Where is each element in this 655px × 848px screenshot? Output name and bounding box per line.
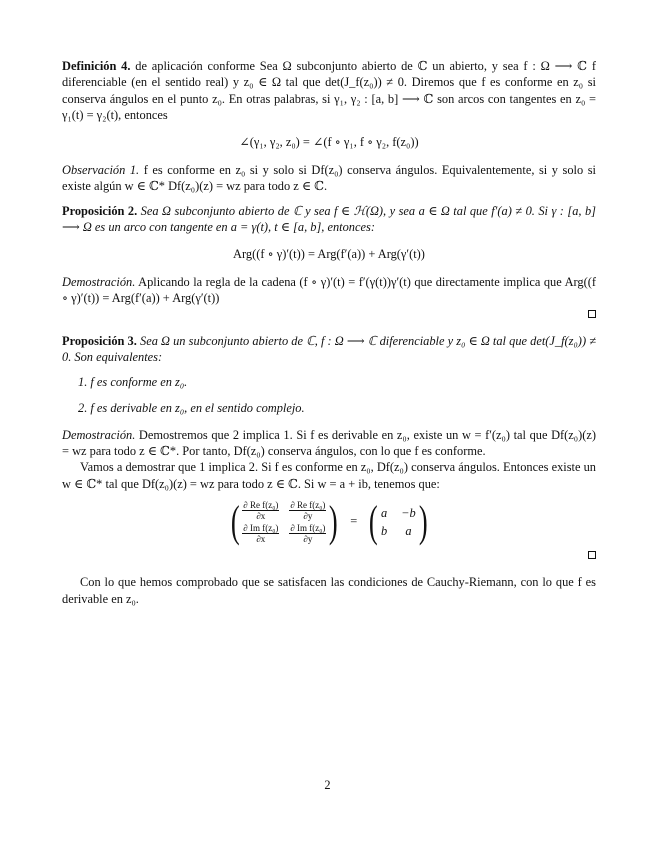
list-item: 2. f es derivable en z₀, en el sentido complejo.: [78, 401, 305, 416]
qed-square-icon: [588, 551, 596, 559]
definition-text: de aplicación conforme Sea Ω subconjunto abierto de ℂ un abierto, y sea f : Ω ⟶ ℂ f diferenciable (en el sentido real) y z₀ ∈ Ω tal que det(J_f(z₀)) ≠ 0. Diremos que f es conforme en z₀ si conserva ángulos en el punto z₀. En otras palabras, si γ₁, γ₂ : [a, b] ⟶ ℂ son arcos con tangentes en z₀ = γ₁(t) = γ₂(t), entonces: [62, 59, 596, 123]
qed-row-2: [62, 548, 596, 564]
proof-3: [62, 427, 596, 460]
matrix-entry: b: [380, 524, 388, 539]
proposition-3-label: Proposición 3.: [62, 333, 137, 348]
right-paren: ): [418, 497, 428, 547]
fraction-denominator: ∂x: [256, 511, 266, 522]
proof-3-paragraph-2: Vamos a demostrar que 1 implica 2. Si f es conforme en z₀, Df(z₀) conserva ángulos. Entonces existe un w ∈ ℂ* tal que Df(z₀)(z) = wz para todo z ∈ ℂ. Si w = a + ib, tenemos que:: [62, 460, 596, 491]
jacobian-matrix: [228, 497, 341, 547]
proof-3-label: Demostración.: [62, 427, 136, 442]
proposition-2-text: Sea Ω subconjunto abierto de ℂ y sea f ∈ ℋ(Ω), y sea a ∈ Ω tal que f′(a) ≠ 0. Si γ : [a, b] ⟶ Ω es un arco con tangente en a = γ(t), t ∈ [a, b], entonces:: [62, 203, 596, 235]
observation-text: f es conforme en z₀ si y solo si Df(z₀) conserva ángulos. Equivalentemente, si y solo si existe algún w ∈ ℂ* Df(z₀)(z) = wz para todo z ∈ ℂ.: [62, 163, 596, 194]
conclusion: Con lo que hemos comprobado que se satisfacen las condiciones de Cauchy-Riemann, con lo que f es derivable en z₀.: [62, 575, 596, 606]
fraction-denominator: ∂y: [303, 534, 313, 545]
qed-row-1: [62, 307, 596, 323]
jacobian-entries: [242, 500, 326, 544]
left-paren: (: [230, 497, 240, 547]
proof-2-text: Aplicando la regla de la cadena (f ∘ γ)′(t) = f′(γ(t))γ′(t) que directamente implica que Arg((f ∘ γ)′(t)) = Arg(f′(a)) + Arg(γ′(t)): [62, 275, 596, 306]
proposition-2-label: Proposición 2.: [62, 203, 138, 218]
matrix-entry: [289, 500, 326, 521]
fraction-numerator: ∂ Re f(z₀): [243, 500, 279, 511]
proposition-3: [62, 333, 596, 366]
definition-4: [62, 58, 596, 124]
matrix-entry: [242, 523, 279, 544]
observation-1: [62, 162, 596, 195]
proof-3-text-1: Demostremos que 2 implica 1. Si f es derivable en z₀, existe un w = f′(z₀) tal que Df(z₀)(z) = wz para todo z ∈ ℂ*. Por tanto, Df(z₀) conserva ángulos, con lo que f es conforme.: [62, 427, 596, 458]
matrix-entry: a: [405, 524, 412, 539]
rotation-matrix: [366, 497, 430, 547]
matrix-entry: [289, 523, 326, 544]
qed-square-icon: [588, 310, 596, 318]
proposition-2: [62, 203, 596, 236]
definition-label: Definición 4.: [62, 59, 131, 73]
list-item: 1. f es conforme en z₀.: [78, 374, 188, 389]
page-body: [62, 58, 596, 613]
fraction-numerator: ∂ Im f(z₀): [243, 523, 279, 534]
right-paren: ): [329, 497, 339, 547]
proof-2: [62, 274, 596, 307]
equals-sign: =: [350, 513, 358, 528]
definition-display-equation: ∠(γ₁, γ₂, z₀) = ∠(f ∘ γ₁, f ∘ γ₂, f(z₀)): [239, 134, 419, 149]
fraction-denominator: ∂y: [303, 511, 313, 522]
matrix-entry: a: [380, 506, 388, 521]
page-number: 2: [324, 778, 331, 792]
fraction-numerator: ∂ Re f(z₀): [290, 500, 326, 511]
observation-label: Observación 1.: [62, 163, 140, 178]
matrix-entry: [242, 500, 279, 521]
rotation-entries: [381, 505, 416, 539]
equivalences-list: [78, 374, 596, 417]
proof-2-label: Demostración.: [62, 275, 136, 290]
matrix-entry: −b: [401, 506, 416, 521]
proposition-3-text: Sea Ω un subconjunto abierto de ℂ, f : Ω ⟶ ℂ diferenciable y z₀ ∈ Ω tal que det(J_f(z₀)) ≠ 0. Son equivalentes:: [62, 333, 596, 365]
jacobian-equation: [62, 497, 596, 547]
left-paren: (: [369, 497, 379, 547]
fraction-numerator: ∂ Im f(z₀): [290, 523, 326, 534]
proposition-2-display-equation: Arg((f ∘ γ)′(t)) = Arg(f′(a)) + Arg(γ′(t)): [233, 246, 425, 261]
fraction-denominator: ∂x: [256, 534, 266, 545]
